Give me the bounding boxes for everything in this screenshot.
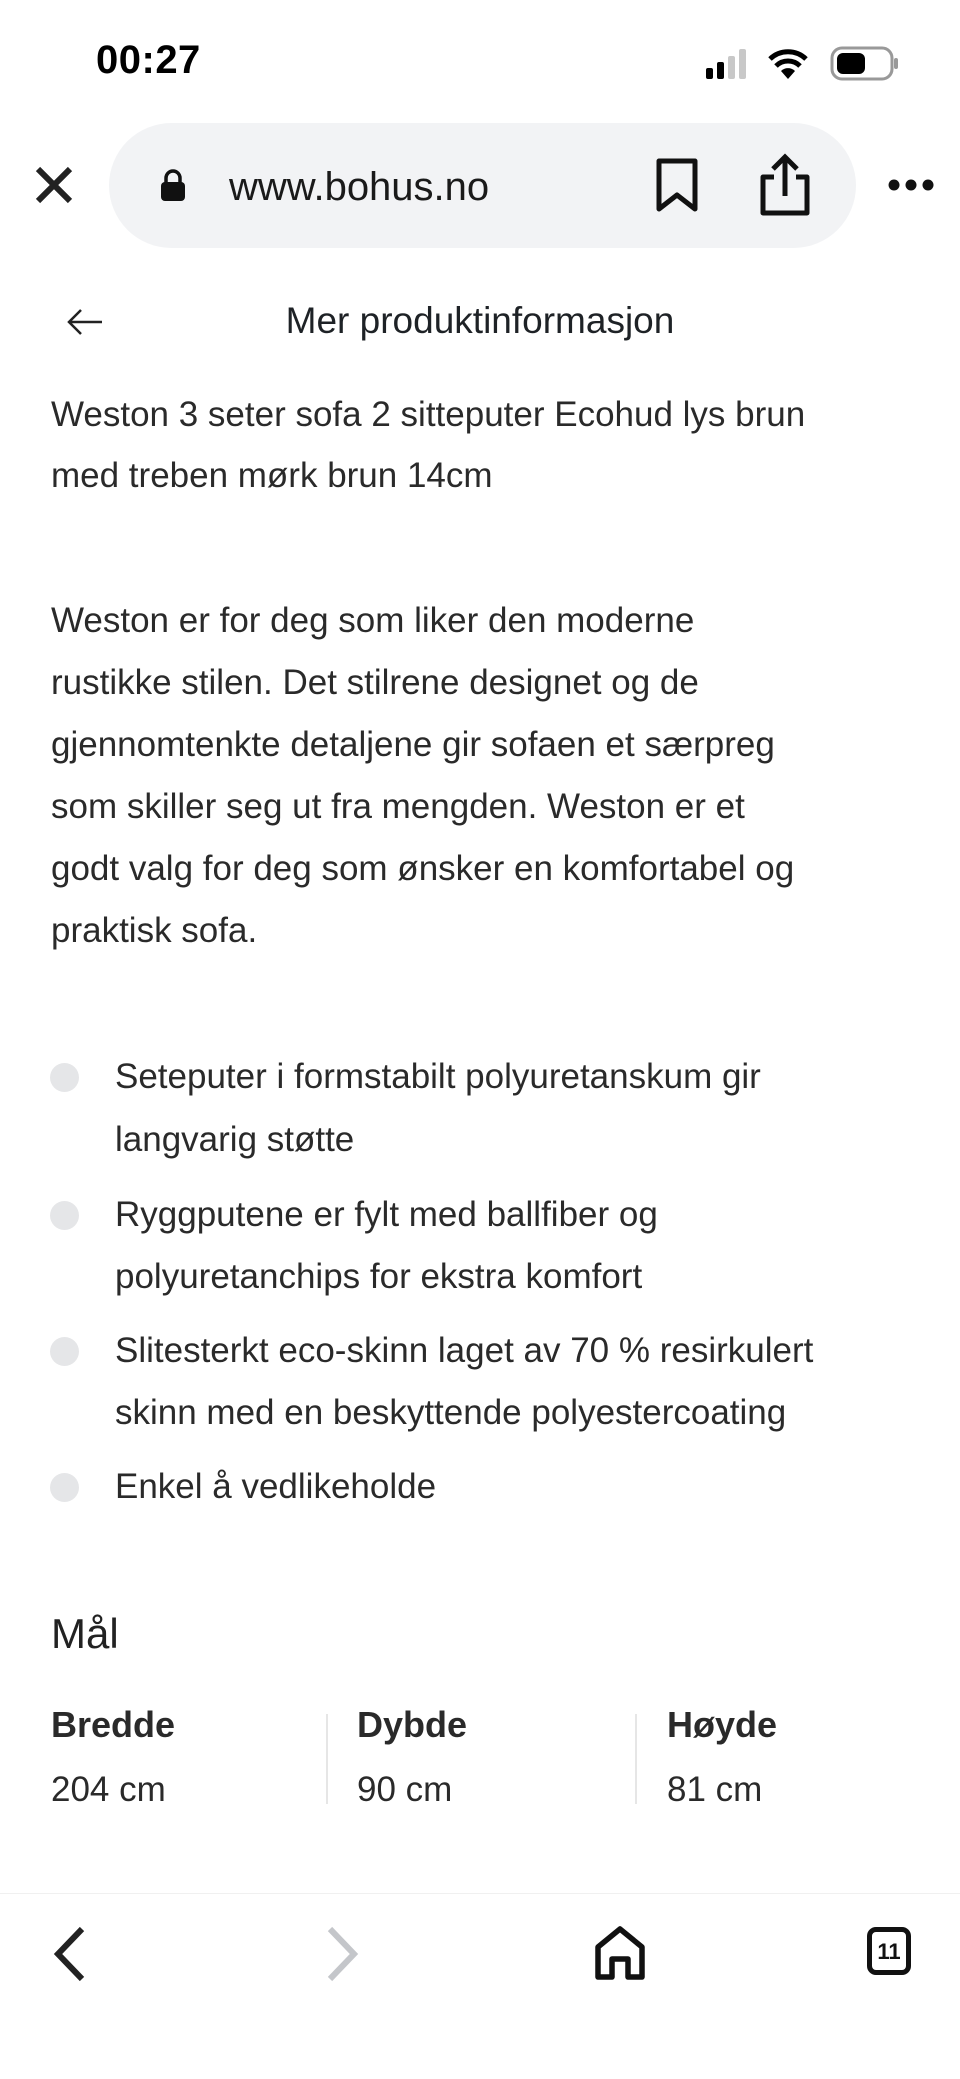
- more-options-icon[interactable]: [886, 175, 936, 195]
- feature-item: Slitesterkt eco-skinn laget av 70 % resirkulert: [115, 1331, 814, 1370]
- url-text[interactable]: www.bohus.no: [229, 165, 490, 209]
- bullet-icon: [50, 1201, 79, 1230]
- feature-item: Enkel å vedlikeholde: [115, 1467, 437, 1506]
- product-title-line: Weston 3 seter sofa 2 sitteputer Ecohud lys brun: [51, 395, 806, 434]
- description-line: som skiller seg ut fra mengden. Weston er et: [51, 787, 745, 826]
- bullet-icon: [50, 1063, 79, 1092]
- back-icon[interactable]: [50, 1925, 90, 1983]
- feature-item: skinn med en beskyttende polyestercoating: [115, 1393, 787, 1432]
- feature-item: Ryggputene er fylt med ballfiber og: [115, 1195, 658, 1234]
- description-line: gjennomtenkte detaljene gir sofaen et særpreg: [51, 725, 775, 764]
- forward-icon[interactable]: [322, 1925, 362, 1983]
- description-line: godt valg for deg som ønsker en komfortabel og: [51, 849, 795, 888]
- bullet-icon: [50, 1473, 79, 1502]
- description-line: rustikke stilen. Det stilrene designet og de: [51, 663, 699, 702]
- lock-icon: [159, 168, 187, 202]
- divider: [635, 1714, 637, 1804]
- wifi-icon: [768, 46, 808, 80]
- dimension-value: 90 cm: [357, 1770, 453, 1809]
- dimensions-title: Mål: [51, 1610, 119, 1657]
- bottom-toolbar: [0, 1893, 960, 2079]
- dimension-label: Bredde: [51, 1704, 176, 1745]
- status-time: 00:27: [96, 38, 201, 82]
- cellular-signal-icon: [706, 48, 754, 80]
- bookmark-icon[interactable]: [654, 157, 700, 213]
- divider: [326, 1714, 328, 1804]
- battery-icon: [830, 46, 900, 82]
- page-title: Mer produktinformasjon: [285, 300, 675, 341]
- product-title-line: med treben mørk brun 14cm: [51, 456, 493, 495]
- home-icon[interactable]: [592, 1925, 648, 1983]
- dimension-label: Dybde: [357, 1704, 468, 1745]
- share-icon[interactable]: [757, 152, 813, 218]
- bullet-icon: [50, 1337, 79, 1366]
- dimension-value: 81 cm: [667, 1770, 763, 1809]
- description-line: Weston er for deg som liker den moderne: [51, 601, 695, 640]
- dimension-value: 204 cm: [51, 1770, 166, 1809]
- tabs-button[interactable]: 11: [867, 1927, 911, 1975]
- dimension-label: Høyde: [667, 1704, 778, 1745]
- description-line: praktisk sofa.: [51, 911, 258, 950]
- feature-item: polyuretanchips for ekstra komfort: [115, 1257, 643, 1296]
- close-icon[interactable]: [34, 165, 74, 205]
- feature-item: Seteputer i formstabilt polyuretanskum gir: [115, 1057, 761, 1096]
- feature-item: langvarig støtte: [115, 1120, 355, 1159]
